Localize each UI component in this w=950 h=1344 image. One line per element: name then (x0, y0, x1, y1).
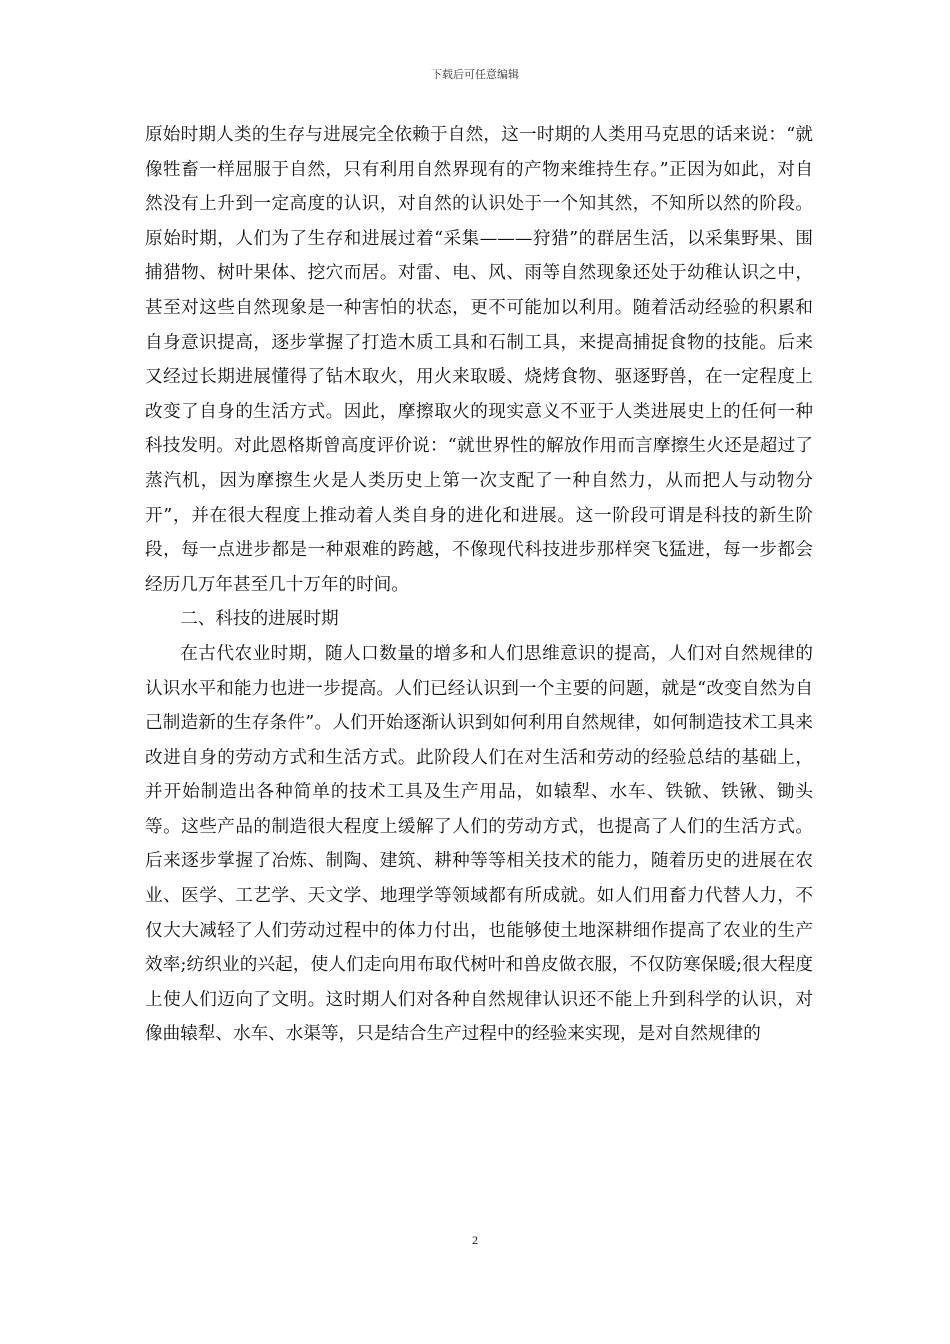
paragraph: 原始时期人类的生存与进展完全依赖于自然，这一时期的人类用马克思的话来说：“就像牲畜一样屈服于自然，只有利用自然界现有的产物来维持生存。”正因为如此，对自然没有上升到一定高度的认识，对自然的认识处于一个知其然，不知所以然的阶段。原始时期，人们为了生存和进展过着“采集———狩猎”的群居生活，以采集野果、围捕猎物、树叶果体、挖穴而居。对雷、电、风、雨等自然现象还处于幼稚认识之中，甚至对这些自然现象是一种害怕的状态，更不可能加以利用。随着活动经验的积累和自身意识提高，逐步掌握了打造木质工具和石制工具，来提高捕捉食物的技能。后来又经过长期进展懂得了钻木取火，用火来取暖、烧烤食物、驱逐野兽，在一定程度上改变了自身的生活方式。因此，摩擦取火的现实意义不亚于人类进展史上的任何一种科技发明。对此恩格斯曾高度评价说：“就世界性的解放作用而言摩擦生火还是超过了蒸汽机，因为摩擦生火是人类历史上第一次支配了一种自然力，从而把人与动物分开”，并在很大程度上推动着人类自身的进化和进展。这一阶段可谓是科技的新生阶段，每一点进步都是一种艰难的跨越，不像现代科技进步那样突飞猛进，每一步都会经历几万年甚至几十万年的时间。 (145, 125, 813, 595)
paragraph: 在古代农业时期，随人口数量的增多和人们思维意识的提高，人们对自然规律的认识水平和能力也进一步提高。人们已经认识到一个主要的问题，就是“改变自然为自己制造新的生存条件”。人们开始逐渐认识到如何利用自然规律，如何制造技术工具来改进自身的劳动方式和生活方式。此阶段人们在对生活和劳动的经验总结的基础上，并开始制造出各种简单的技术工具及生产用品，如辕犁、水车、铁锨、铁锹、锄头等。这些产品的制造很大程度上缓解了人们的劳动方式，也提高了人们的生活方式。后来逐步掌握了冶炼、制陶、建筑、耕种等等相关技术的能力，随着历史的进展在农业、医学、工艺学、天文学、地理学等领域都有所成就。如人们用畜力代替人力，不仅大大减轻了人们劳动过程中的体力付出，也能够使土地深耕细作提高了农业的生产效率;纺织业的兴起，使人们走向用布取代树叶和兽皮做衣服，不仅防寒保暖;很大程度上使人们迈向了文明。这时期人们对各种自然规律认识还不能上升到科学的认识，对像曲辕犁、水车、水渠等，只是结合生产过程中的经验来实现，是对自然规律的 (145, 643, 813, 1045)
page-header: 下载后可任意编辑 (431, 68, 519, 81)
section-heading: 二、科技的进展时期 (180, 609, 339, 630)
page-number: 2 (472, 1233, 478, 1247)
document-body (145, 118, 813, 1052)
